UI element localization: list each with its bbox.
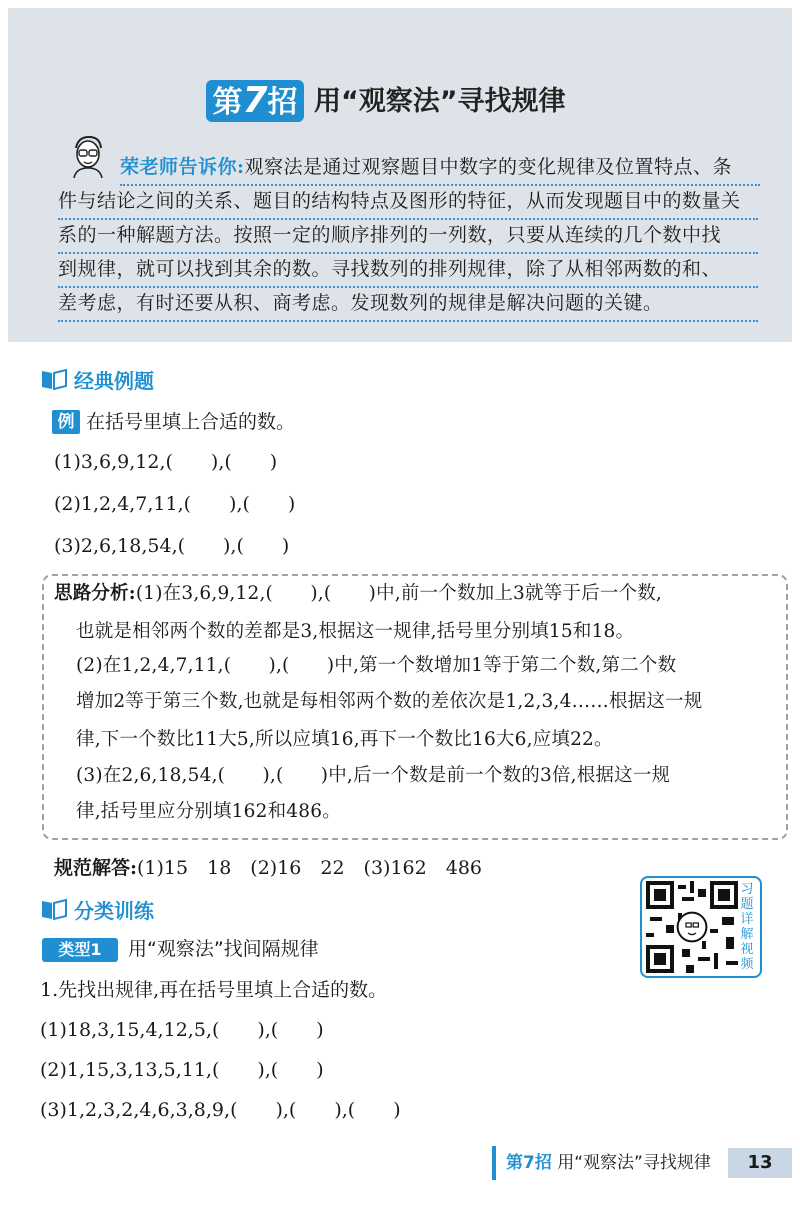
section-title: 经典例题 — [74, 368, 154, 393]
type-title: 用“观察法”找间隔规律 — [128, 938, 319, 960]
book-icon — [40, 897, 68, 921]
training-question: 1.先找出规律,再在括号里填上合适的数。 — [40, 979, 388, 1001]
standard-answer — [54, 854, 482, 882]
answer-text: (1)15 18 (2)16 22 (3)162 486 — [137, 857, 482, 879]
analysis-line-1 — [54, 580, 662, 608]
page-title: 用“观察法”寻找规律 — [314, 86, 566, 117]
intro-line-3: 系的一种解题方法。按照一定的顺序排列的一列数，只要从连续的几个数中找 — [58, 218, 758, 254]
type-badge: 类型1 — [42, 938, 118, 962]
chapter-badge-suffix: 招 — [267, 85, 298, 120]
analysis-line-7: 律,括号里应分别填162和486。 — [76, 801, 341, 822]
section-title: 分类训练 — [74, 898, 154, 923]
training-item-1: (1)18,3,15,4,12,5,( ),( ) — [40, 1019, 324, 1041]
footer-caption — [506, 1148, 711, 1178]
analysis-line-6: (3)在2,6,18,54,( ),( )中,后一个数是前一个数的3倍,根据这一规 — [76, 765, 671, 786]
example-item-2: (2)1,2,4,7,11,( ),( ) — [54, 493, 296, 515]
example-item-1: (1)3,6,9,12,( ),( ) — [54, 451, 278, 473]
chapter-badge-prefix: 第 — [212, 85, 243, 120]
analysis-line-4: 增加2等于第三个数,也就是每相邻两个数的差依次是1,2,3,4……根据这一规 — [76, 691, 703, 712]
intro-line-1 — [120, 150, 760, 186]
intro-line-5: 差考虑，有时还要从积、商考虑。发现数列的规律是解决问题的关键。 — [58, 286, 758, 322]
answer-label: 规范解答: — [54, 857, 138, 879]
section-classified-training — [40, 894, 154, 924]
training-item-3: (3)1,2,3,2,4,6,3,8,9,( ),( ),( ) — [40, 1099, 401, 1121]
intro-text: 观察法是通过观察题目中数字的变化规律及位置特点、条 — [244, 156, 733, 178]
teacher-portrait-icon — [68, 134, 108, 178]
book-icon — [40, 367, 68, 391]
footer-chapter: 第7招 — [506, 1153, 552, 1173]
example-item-3: (3)2,6,18,54,( ),( ) — [54, 535, 290, 557]
example-badge: 例 — [52, 410, 80, 434]
teacher-label: 荣老师告诉你: — [120, 156, 245, 178]
footer-bar — [492, 1146, 496, 1180]
page-number: 13 — [728, 1148, 792, 1178]
section-classic-examples — [40, 364, 154, 394]
intro-line-4: 到规律，就可以找到其余的数。寻找数列的排列规律，除了从相邻两数的和、 — [58, 252, 758, 288]
qr-label: 习题详解视频 — [740, 882, 754, 972]
analysis-label: 思路分析: — [54, 583, 136, 604]
qr-code-icon — [646, 881, 738, 973]
example-question: 在括号里填上合适的数。 — [86, 411, 296, 433]
chapter-badge-number: 7 — [242, 80, 268, 121]
chapter-badge — [206, 80, 304, 122]
analysis-line-3: (2)在1,2,4,7,11,( ),( )中,第一个数增加1等于第二个数,第二个数 — [76, 655, 677, 676]
analysis-text: (1)在3,6,9,12,( ),( )中,前一个数加上3就等于后一个数, — [135, 583, 663, 604]
training-item-2: (2)1,15,3,13,5,11,( ),( ) — [40, 1059, 324, 1081]
footer-title: 用“观察法”寻找规律 — [557, 1153, 711, 1173]
analysis-line-2: 也就是相邻两个数的差都是3,根据这一规律,括号里分别填15和18。 — [76, 621, 635, 642]
analysis-line-5: 律,下一个数比11大5,所以应填16,再下一个数比16大6,应填22。 — [76, 729, 613, 750]
intro-line-2: 件与结论之间的关系、题目的结构特点及图形的特征，从而发现题目中的数量关 — [58, 184, 758, 220]
